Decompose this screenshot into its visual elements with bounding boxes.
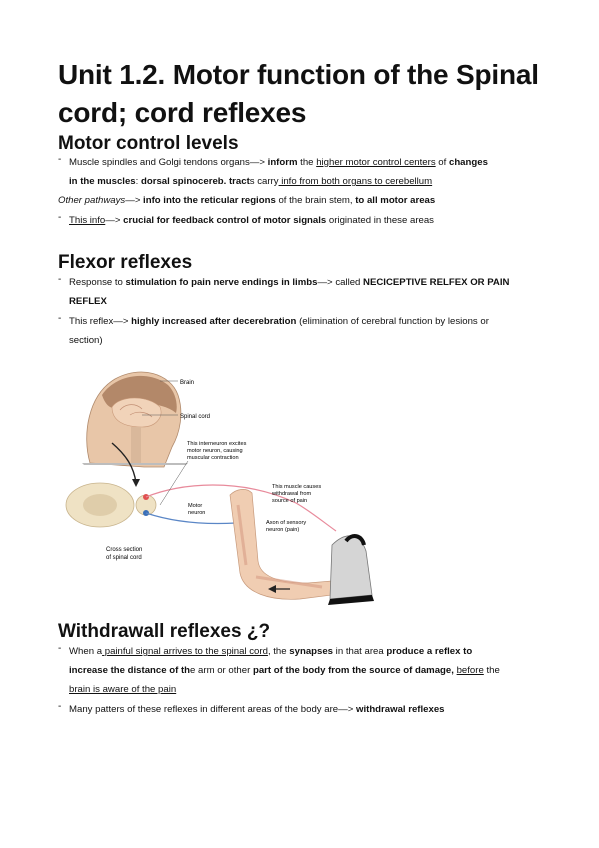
bullet-dash: - [58,643,62,654]
spinal-cord-cross-section [66,483,156,527]
label-interneuron-1: This interneuron excites [187,441,247,447]
bullet-dash: - [58,274,62,285]
text-run: increase the distance of th [69,665,191,676]
motor-bullet-1-line-1 [69,156,488,169]
heading-withdrawal-reflexes: Withdrawall reflexes ¿? [58,621,271,642]
label-cross-section-2: of spinal cord [106,555,142,561]
text-run: synapses [289,646,334,657]
text-run: —> called [317,277,364,288]
text-run: of [435,157,449,168]
label-motor-neuron-2: neuron [188,510,206,516]
heading-motor-control-levels: Motor control levels [58,133,239,154]
withdrawal-reflex-figure [60,355,380,605]
flexor-bullet-2-line-1 [69,315,489,328]
text-run: produce a reflex to [386,646,473,657]
text-run: Other pathways—> [58,195,141,206]
text-run: highly increased after decerebration [131,316,297,327]
text-run: dorsal spinocereb. tract [141,176,250,187]
text-run: to all motor areas [355,195,436,206]
label-axon-1: Axon of sensory [266,520,307,526]
label-muscle-3: source of pain [272,498,308,504]
text-run: Many patters of these reflexes in different areas of the body are—> [69,704,356,715]
text-run: Response to [69,277,126,288]
text-run: info from both organs to cerebellum [278,176,433,187]
text-run: inform [267,157,298,168]
text-run: —> [105,215,124,226]
bullet-dash: - [58,701,62,712]
label-spinal-cord: Spinal cord [180,414,211,420]
flexor-bullet-1-line-1 [69,276,509,289]
text-run: Muscle spindles and Golgi tendons organs—> [69,157,268,168]
text-run: originated in these areas [326,215,434,226]
label-cross-section-1: Cross section [106,547,143,553]
text-run: of the brain stem, [275,195,356,206]
page-title: Unit 1.2. Motor function of the Spinal cord; cord reflexes [58,59,539,128]
withdrawal-bullet-1-line-2 [69,664,500,677]
motor-other-pathways-line [58,194,435,207]
text-run: before [456,665,484,676]
text-run: withdrawal reflexes [356,704,445,715]
text-run: , the [267,646,290,657]
head-illustration [82,372,188,467]
bullet-dash: - [58,154,62,165]
label-brain: Brain [180,380,195,386]
text-run: higher motor control centers [316,157,436,168]
text-run: This reflex—> [69,316,132,327]
leader-line [160,461,188,505]
text-run: the [483,665,500,676]
flexor-bullet-2-line-2: section) [69,335,103,346]
text-run: changes [448,157,488,168]
bullet-dash: - [58,313,62,324]
text-run: crucial for feedback control of motor signals [123,215,327,226]
bullet-dash: - [58,212,62,223]
text-run: NECICEPTIVE RELFEX OR PAIN [363,277,510,288]
withdrawal-bullet-1-line-1 [69,645,472,658]
text-run: s carry [249,176,279,187]
label-interneuron-3: muscular contraction [187,455,239,461]
arm-illustration [230,489,332,599]
withdrawal-bullet-1-line-3: brain is aware of the pain [69,684,177,695]
text-run: When a [69,646,103,657]
iron-illustration [328,536,374,605]
text-run: e arm or other [190,665,253,676]
heading-flexor-reflexes: Flexor reflexes [58,252,193,273]
text-run: : [135,176,141,187]
text-run: (elimination of cerebral function by lesions or [296,316,489,327]
withdrawal-bullet-2-line [69,703,445,716]
text-run: part of the body from the source of damage, [252,665,454,676]
label-axon-2: neuron (pain) [266,527,300,533]
motor-bullet-2-line [69,214,434,227]
label-muscle-2: withdrawal from [272,491,312,497]
text-run: info into the reticular regions [140,195,276,206]
label-motor-neuron-1: Motor [188,503,203,509]
text-run: painful signal arrives to the spinal cord [102,646,268,657]
motor-bullet-1-line-2 [69,175,432,188]
flexor-bullet-1-line-2: REFLEX [69,296,107,307]
zoom-arrowhead [132,479,140,487]
label-interneuron-2: motor neuron, causing [187,448,243,454]
text-run: the [297,157,317,168]
text-run: in that area [333,646,387,657]
text-run: in the muscles [69,176,136,187]
text-run: This info [69,215,106,226]
label-muscle-1: This muscle causes [272,484,322,490]
text-run: stimulation fo pain nerve endings in limbs [125,277,318,288]
